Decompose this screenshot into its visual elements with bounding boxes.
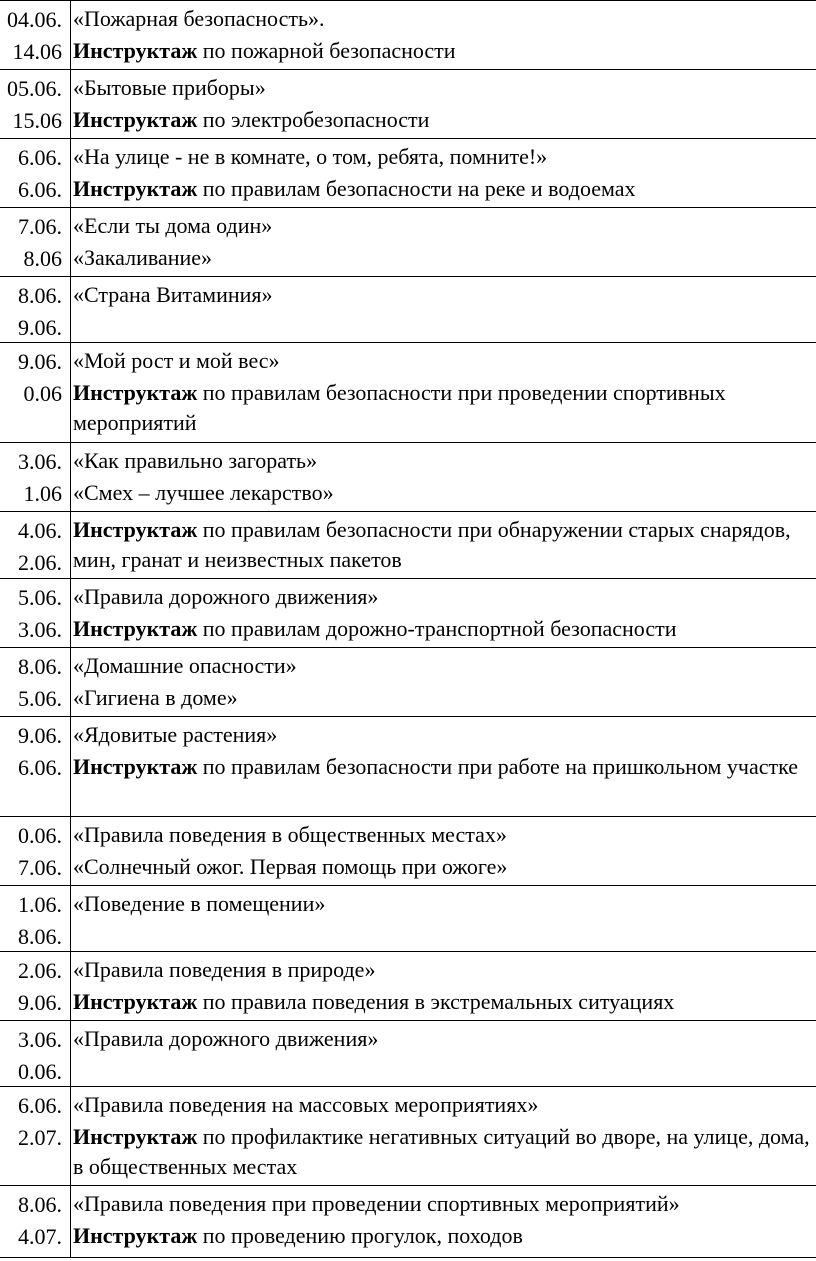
table-row: [0, 1186, 816, 1258]
date-cell: [0, 512, 71, 579]
table-row: [0, 952, 816, 1021]
activity-cell: [71, 443, 816, 512]
date-start: 6.06.: [18, 145, 62, 170]
activity-title: «Ядовитые растения»: [73, 722, 278, 747]
date-range: [18, 1024, 62, 1087]
table-row: [0, 817, 816, 886]
table-row: [0, 208, 816, 277]
date-range: [7, 4, 62, 68]
date-range: [18, 651, 62, 715]
activity-title: «Если ты дома один»: [73, 213, 273, 238]
briefing-label: Инструктаж: [73, 1223, 198, 1248]
table-row: [0, 648, 816, 717]
briefing-text: по правилам безопасности на реке и водоемах: [197, 176, 636, 201]
activity-cell: [71, 208, 816, 277]
activity-cell: [71, 886, 816, 952]
activity-cell: [71, 817, 816, 886]
date-range: [18, 211, 62, 275]
activity-cell: [71, 648, 816, 717]
date-start: 6.06.: [18, 1093, 62, 1118]
date-end: 8.06: [23, 246, 62, 271]
date-start: 0.06.: [18, 823, 62, 848]
briefing-text: по правилам безопасности при обнаружении старых снарядов, мин, гранат и неизвестных пакетов: [73, 517, 791, 572]
activity-title: «Пожарная безопасность».: [73, 6, 325, 31]
date-cell: [0, 1186, 71, 1258]
date-start: 8.06.: [18, 1192, 62, 1217]
date-range: [18, 446, 62, 510]
activity-cell: [71, 343, 816, 443]
schedule-body: [0, 1, 816, 1258]
activity-title: «Правила поведения на массовых мероприятиях»: [73, 1092, 539, 1117]
date-end: 9.06.: [18, 990, 62, 1015]
date-start: 2.06.: [18, 958, 62, 983]
table-row: [0, 512, 816, 579]
date-end: 2.07.: [18, 1125, 62, 1150]
activity-title: «Бытовые приборы»: [73, 75, 266, 100]
activity-cell: [71, 512, 816, 579]
date-end: 6.06.: [18, 177, 62, 202]
date-end: 14.06: [12, 39, 62, 64]
date-range: [18, 720, 62, 784]
date-end: 9.06.: [18, 315, 62, 340]
date-start: 05.06.: [7, 76, 62, 101]
date-end: 4.07.: [18, 1224, 62, 1249]
briefing-label: Инструктаж: [73, 989, 198, 1014]
briefing-line: [73, 105, 816, 135]
briefing-text: по правилам безопасности при проведении спортивных мероприятий: [73, 380, 726, 435]
table-row: [0, 886, 816, 952]
date-end: 7.06.: [18, 855, 62, 880]
date-start: 8.06.: [18, 654, 62, 679]
date-range: [18, 955, 62, 1019]
date-start: 9.06.: [18, 349, 62, 374]
date-end: 2.06.: [18, 550, 62, 575]
activity-title-secondary: «Закаливание»: [73, 245, 213, 270]
table-row: [0, 443, 816, 512]
date-cell: [0, 70, 71, 139]
activity-cell: [71, 277, 816, 343]
activity-title: «Мой рост и мой вес»: [73, 348, 280, 373]
date-start: 9.06.: [18, 723, 62, 748]
activity-title-secondary: «Солнечный ожог. Первая помощь при ожоге»: [73, 854, 508, 879]
briefing-text: по электробезопасности: [197, 107, 430, 132]
date-cell: [0, 952, 71, 1021]
table-row: [0, 70, 816, 139]
date-end: 0.06.: [18, 1059, 62, 1084]
briefing-label: Инструктаж: [73, 107, 198, 132]
activity-title: «Правила дорожного движения»: [73, 584, 379, 609]
activity-title-secondary: «Гигиена в доме»: [73, 685, 238, 710]
briefing-text: по правилам безопасности при работе на пришкольном участке: [197, 754, 798, 779]
date-start: 3.06.: [18, 1027, 62, 1052]
date-cell: [0, 1021, 71, 1087]
date-start: 1.06.: [18, 892, 62, 917]
briefing-line: [73, 1221, 816, 1251]
briefing-label: Инструктаж: [73, 616, 198, 641]
briefing-line: [73, 36, 816, 66]
date-cell: [0, 886, 71, 952]
briefing-label: Инструктаж: [73, 517, 198, 542]
date-range: [7, 73, 62, 137]
table-row: [0, 717, 816, 817]
table-row: [0, 139, 816, 208]
activity-cell: [71, 1021, 816, 1087]
date-cell: [0, 139, 71, 208]
briefing-label: Инструктаж: [73, 754, 198, 779]
activity-cell: [71, 952, 816, 1021]
activity-title: «На улице - не в комнате, о том, ребята, помните!»: [73, 144, 548, 169]
date-range: [18, 280, 62, 343]
briefing-text: по правила поведения в экстремальных ситуациях: [197, 989, 675, 1014]
date-start: 8.06.: [18, 283, 62, 308]
briefing-label: Инструктаж: [73, 1124, 198, 1149]
briefing-label: Инструктаж: [73, 38, 198, 63]
activity-title: «Правила поведения при проведении спортивных мероприятий»: [73, 1191, 680, 1216]
activity-cell: [71, 70, 816, 139]
date-range: [18, 346, 62, 410]
date-range: [18, 889, 62, 952]
briefing-line: [73, 987, 816, 1017]
date-end: 3.06.: [18, 617, 62, 642]
briefing-text: по пожарной безопасности: [197, 38, 456, 63]
date-range: [18, 582, 62, 646]
date-end: 8.06.: [18, 924, 62, 949]
table-row: [0, 1, 816, 70]
date-cell: [0, 579, 71, 648]
activity-cell: [71, 717, 816, 817]
briefing-line: [73, 378, 816, 438]
date-cell: [0, 717, 71, 817]
date-cell: [0, 817, 71, 886]
briefing-line: [73, 752, 816, 782]
activity-title: «Правила поведения в общественных местах»: [73, 822, 507, 847]
table-row: [0, 277, 816, 343]
briefing-line: [73, 1122, 816, 1182]
activity-cell: [71, 1, 816, 70]
briefing-text: по профилактике негативных ситуаций во дворе, на улице, дома, в общественных местах: [73, 1124, 810, 1179]
activity-title: «Правила поведения в природе»: [73, 957, 376, 982]
briefing-line: [73, 614, 816, 644]
briefing-line: [73, 174, 816, 204]
date-end: 0.06: [23, 381, 62, 406]
date-range: [18, 142, 62, 206]
date-start: 4.06.: [18, 518, 62, 543]
date-end: 5.06.: [18, 686, 62, 711]
date-cell: [0, 277, 71, 343]
date-start: 3.06.: [18, 449, 62, 474]
briefing-text: по правилам дорожно-транспортной безопасности: [197, 616, 677, 641]
date-end: 6.06.: [18, 755, 62, 780]
date-range: [18, 515, 62, 579]
date-cell: [0, 648, 71, 717]
date-range: [18, 1090, 62, 1154]
date-range: [18, 1189, 62, 1253]
briefing-label: Инструктаж: [73, 380, 198, 405]
briefing-label: Инструктаж: [73, 176, 198, 201]
table-row: [0, 579, 816, 648]
table-row: [0, 1087, 816, 1186]
date-cell: [0, 1087, 71, 1186]
date-end: 15.06: [12, 108, 62, 133]
activity-title: «Как правильно загорать»: [73, 448, 318, 473]
date-start: 7.06.: [18, 214, 62, 239]
activity-cell: [71, 579, 816, 648]
date-range: [18, 820, 62, 884]
date-cell: [0, 343, 71, 443]
activity-cell: [71, 1087, 816, 1186]
briefing-text: по проведению прогулок, походов: [197, 1223, 523, 1248]
date-cell: [0, 1, 71, 70]
table-row: [0, 1021, 816, 1087]
activity-cell: [71, 139, 816, 208]
table-row: [0, 343, 816, 443]
date-start: 04.06.: [7, 7, 62, 32]
briefing-line: [73, 515, 816, 575]
activity-title: «Страна Витаминия»: [73, 282, 273, 307]
date-end: 1.06: [23, 481, 62, 506]
activity-title-secondary: «Смех – лучшее лекарство»: [73, 480, 334, 505]
date-start: 5.06.: [18, 585, 62, 610]
date-cell: [0, 208, 71, 277]
activity-title: «Правила дорожного движения»: [73, 1026, 379, 1051]
activity-title: «Поведение в помещении»: [73, 891, 326, 916]
date-cell: [0, 443, 71, 512]
activity-title: «Домашние опасности»: [73, 653, 297, 678]
activity-cell: [71, 1186, 816, 1258]
